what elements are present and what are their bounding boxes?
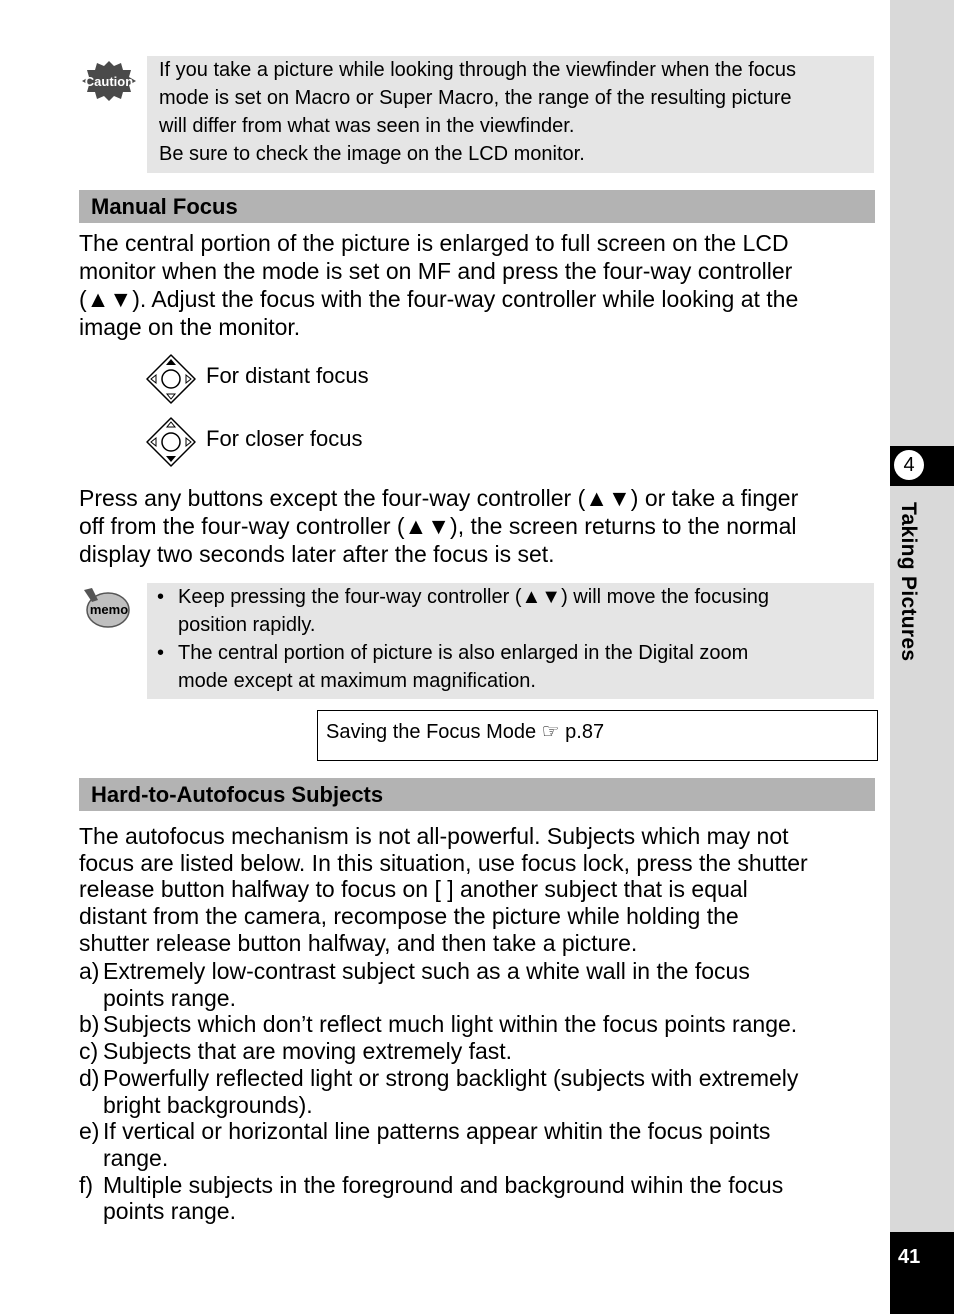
text-line: shutter release button halfway, and then take a picture. — [79, 929, 638, 956]
hard-to-af-list — [79, 958, 879, 1225]
text-line: Press any buttons except the four-way controller (▲▼) or take a finger — [79, 485, 799, 511]
text-line: • Keep pressing the four-way controller (▲▼) will move the focusing — [178, 586, 769, 608]
caution-box — [147, 56, 874, 173]
caution-line: If you take a picture while looking through the viewfinder when the focus — [159, 59, 797, 81]
text-line: If vertical or horizontal line patterns appear whitin the focus points — [103, 1118, 771, 1145]
four-way-controller-up-icon — [145, 353, 197, 405]
list-item — [79, 958, 879, 1011]
section-heading-hard-to-autofocus: Hard-to-Autofocus Subjects — [79, 778, 875, 811]
caution-icon — [81, 60, 137, 102]
text-line: release button halfway to focus on [ ] another subject that is equal — [79, 876, 748, 903]
text-line: monitor when the mode is set on MF and press the four-way controller — [79, 258, 793, 284]
manual-focus-intro — [79, 229, 879, 341]
text-line: distant from the camera, recompose the picture while holding the — [79, 903, 739, 930]
text-line: • The central portion of picture is also enlarged in the Digital zoom — [178, 642, 749, 664]
text-line: Subjects which don’t reflect much light within the focus points range. — [103, 1011, 798, 1038]
text-line: The autofocus mechanism is not all-powerful. Subjects which may not — [79, 823, 789, 849]
memo-box — [147, 583, 874, 699]
page-number: 41 — [898, 1246, 921, 1268]
page-reference-link[interactable]: Saving the Focus Mode ☞ p.87 — [326, 721, 605, 743]
text-line: points range. — [103, 984, 236, 1011]
text-line: mode except at maximum magnification. — [178, 670, 536, 692]
distant-focus-label: For distant focus — [206, 363, 369, 388]
text-line: Extremely low-contrast subject such as a white wall in the focus — [103, 958, 750, 984]
list-item — [79, 1065, 879, 1118]
list-item-label: d) — [79, 1064, 100, 1091]
text-line: display two seconds later after the focus is set. — [79, 541, 555, 567]
list-item — [79, 1038, 879, 1065]
caution-icon-label: Caution — [84, 74, 134, 89]
memo-icon — [80, 586, 132, 630]
memo-bullet — [157, 583, 864, 639]
text-line: Subjects that are moving extremely fast. — [103, 1038, 513, 1065]
text-line: points range. — [103, 1198, 236, 1225]
text-line: off from the four-way controller (▲▼), the screen returns to the normal — [79, 513, 797, 539]
text-line: image on the monitor. — [79, 314, 301, 340]
text-line: position rapidly. — [178, 614, 316, 636]
text-line: focus are listed below. In this situation, use focus lock, press the shutter — [79, 849, 808, 876]
list-item — [79, 1172, 879, 1225]
chapter-number: 4 — [894, 450, 924, 480]
caution-line: mode is set on Macro or Super Macro, the range of the resulting picture — [159, 87, 792, 109]
list-item-label: b) — [79, 1011, 100, 1038]
text-line: The central portion of the picture is enlarged to full screen on the LCD — [79, 230, 789, 256]
text-line: (▲▼). Adjust the focus with the four-way controller while looking at the — [79, 286, 799, 312]
closer-focus-label: For closer focus — [206, 426, 363, 451]
hard-to-af-intro — [79, 823, 879, 957]
text-line: Powerfully reflected light or strong backlight (subjects with extremely — [103, 1064, 799, 1091]
list-item — [79, 1011, 879, 1038]
text-line: Multiple subjects in the foreground and background wihin the focus — [103, 1171, 784, 1198]
list-item-label: a) — [79, 958, 100, 984]
text-line: bright backgrounds). — [103, 1091, 313, 1118]
text-line: range. — [103, 1144, 169, 1171]
page-number-box — [890, 1232, 954, 1314]
list-item — [79, 1118, 879, 1171]
list-item-label: f) — [79, 1171, 94, 1198]
memo-icon-label: memo — [89, 602, 129, 617]
caution-line: Be sure to check the image on the LCD monitor. — [159, 143, 585, 165]
memo-bullet — [157, 639, 864, 695]
caution-line: will differ from what was seen in the viewfinder. — [159, 115, 575, 137]
four-way-controller-down-icon — [145, 416, 197, 468]
page-reference-box — [317, 710, 878, 761]
manual-focus-after — [79, 484, 879, 568]
chapter-title: Taking Pictures — [897, 502, 920, 662]
list-item-label: e) — [79, 1118, 100, 1145]
section-heading-manual-focus: Manual Focus — [79, 190, 875, 223]
list-item-label: c) — [79, 1038, 99, 1065]
